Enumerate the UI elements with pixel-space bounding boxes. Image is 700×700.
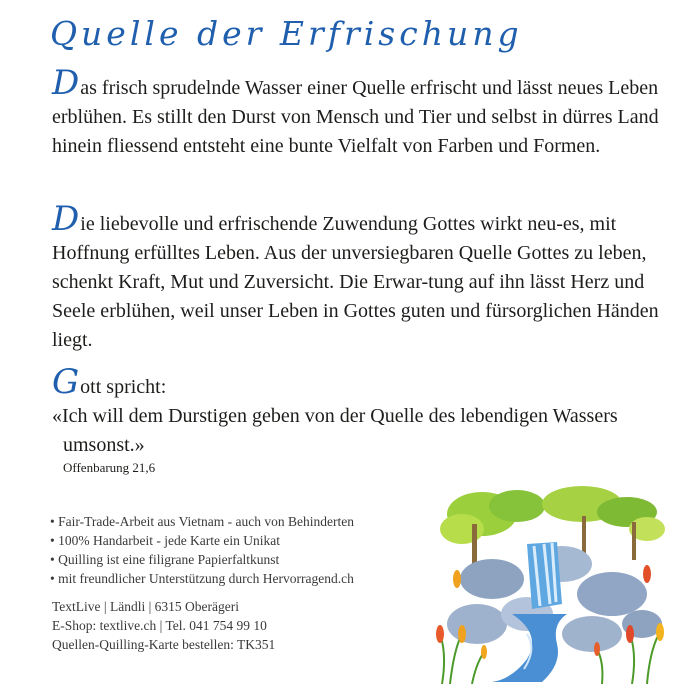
quote-intro: ott spricht: [80,376,167,398]
quote-text: «Ich will dem Durstigen geben von der Quelle des lebendigen Wassers umsonst.» [52,405,618,456]
quote-source: Offenbarung 21,6 [63,460,156,475]
dropcap: D [52,63,80,103]
contact-info [52,597,275,654]
quilling-waterfall-spring-illustration [432,484,667,684]
paragraph-2 [52,199,662,355]
dropcap: D [52,199,80,239]
page-title: Quelle der Erfrischung [50,14,523,53]
list-item: • mit freundlicher Unterstützung durch Hervorragend.ch [50,569,354,588]
feature-list [50,512,354,588]
list-item: • Fair-Trade-Arbeit aus Vietnam - auch von Behinderten [50,512,354,531]
list-item: • 100% Handarbeit - jede Karte ein Unikat [50,531,354,550]
bible-quote [52,362,662,460]
list-item: • Quilling ist eine filigrane Papierfaltkunst [50,550,354,569]
dropcap: G [52,362,80,402]
paragraph-1 [52,63,662,161]
paragraph-text: ie liebevolle und erfrischende Zuwendung Gottes wirkt neu-es, mit Hoffnung erfülltes Leben. Aus der unversiegbaren Quelle Gottes zu leben, schenkt Kraft, Mut und Zuversicht. Die Erwar-tung auf ihn lässt Herz und Seele erblühen, weil unser Leben in Gottes guten und fürsorglichen Händen liegt. [52,213,659,351]
contact-shop: E-Shop: textlive.ch | Tel. 041 754 99 10 [52,618,267,633]
contact-order: Quellen-Quilling-Karte bestellen: TK351 [52,637,276,652]
contact-address: TextLive | Ländli | 6315 Oberägeri [52,599,240,614]
paragraph-text: as frisch sprudelnde Wasser einer Quelle erfrischt und lässt neues Leben erblühen. Es stillt den Durst von Mensch und Tier und selbst in dürres Land hinein fliessend entsteht eine bunte Vielfalt von Farben und Formen. [52,77,659,157]
